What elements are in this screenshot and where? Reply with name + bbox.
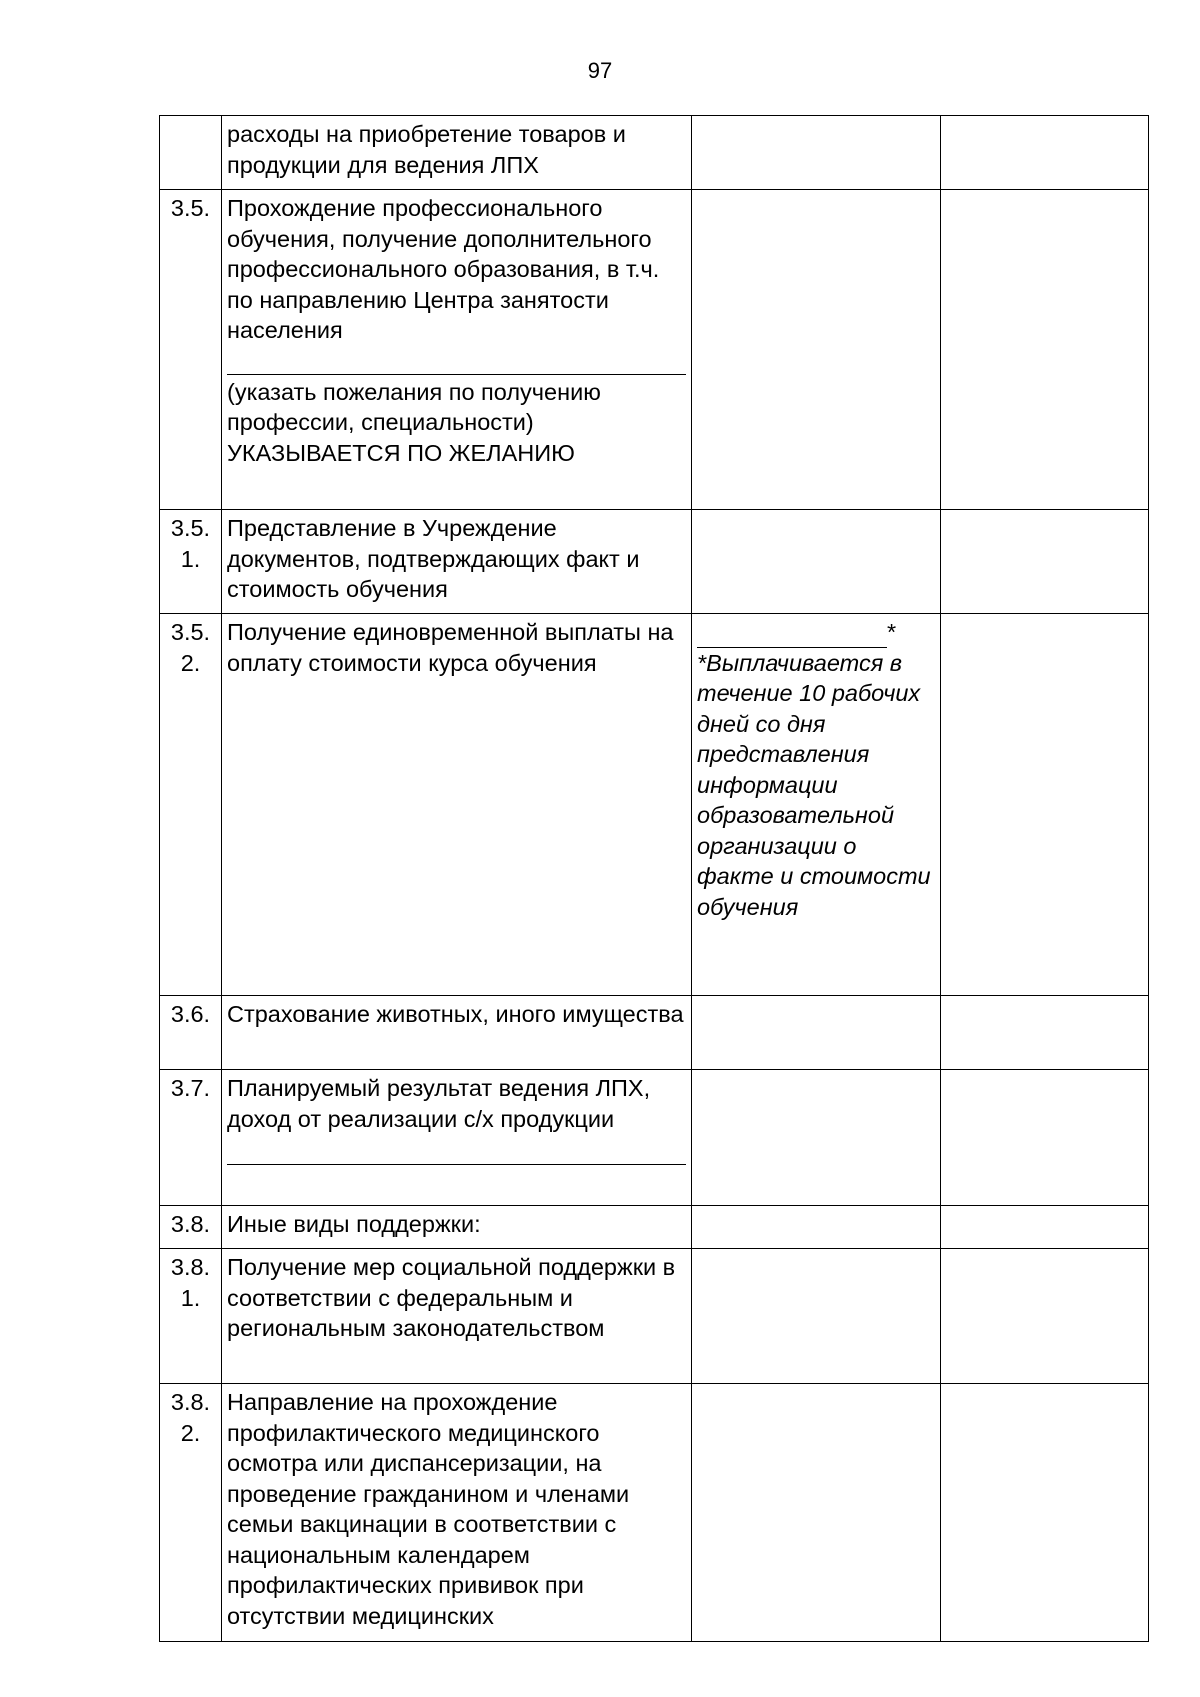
row-text: Прохождение профессионального обучения, получение дополнительного профессионального образования, в т.ч. по направлению Центра занятости населения [227, 195, 660, 343]
payment-note: *Выплачивается в течение 10 рабочих дней со дня представления информации образовательной организации о факте и стоимости обучения [697, 649, 931, 920]
footnote-asterisk: * [887, 619, 897, 645]
row-deadline-cell [692, 510, 941, 614]
table-row [160, 1384, 1149, 1642]
row-deadline-cell [692, 1384, 941, 1642]
row-number-cell [160, 996, 222, 1070]
table-row [160, 1070, 1149, 1206]
row-number: 3.8. 1. [170, 1254, 211, 1311]
row-text: расходы на приобретение товаров и продукции для ведения ЛПХ [227, 121, 626, 178]
row-deadline-cell [692, 614, 941, 996]
table-row [160, 996, 1149, 1070]
fill-in-line [227, 1164, 686, 1165]
row-text: Планируемый результат ведения ЛПХ, доход от реализации с/х продукции [227, 1075, 651, 1132]
row-number-cell [160, 1384, 222, 1642]
fill-in-line [227, 374, 686, 375]
plan-table [159, 115, 1149, 1642]
row-number-cell [160, 1206, 222, 1249]
row-text-cell [222, 1384, 692, 1642]
table-row [160, 1249, 1149, 1384]
row-text: Получение единовременной выплаты на оплату стоимости курса обучения [227, 619, 674, 676]
row-number: 3.6. [170, 1001, 211, 1027]
table-row [160, 510, 1149, 614]
row-extra-cell [941, 1249, 1149, 1384]
row-deadline-cell [692, 1249, 941, 1384]
row-text: Получение мер социальной поддержки в соответствии с федеральным и региональным законодательством [227, 1254, 676, 1341]
row-extra-cell [941, 510, 1149, 614]
row-extra-cell [941, 116, 1149, 190]
table-row [160, 190, 1149, 510]
page-number: 97 [587, 58, 613, 83]
row-deadline-cell [692, 1206, 941, 1249]
row-extra-cell [941, 190, 1149, 510]
row-number-cell [160, 116, 222, 190]
row-text: Представление в Учреждение документов, подтверждающих факт и стоимость обучения [227, 515, 640, 602]
row-number: 3.8. [170, 1211, 211, 1237]
row-extra-cell [941, 996, 1149, 1070]
row-number-cell [160, 190, 222, 510]
row-number: 3.5. 2. [170, 619, 211, 676]
row-text: Страхование животных, иного имущества [227, 1001, 684, 1027]
row-deadline-cell [692, 116, 941, 190]
row-text-cell [222, 1206, 692, 1249]
row-number-cell [160, 614, 222, 996]
row-number: 3.5. [170, 195, 211, 221]
row-text-cell [222, 190, 692, 510]
row-extra-cell [941, 1206, 1149, 1249]
row-extra-cell [941, 614, 1149, 996]
row-deadline-cell [692, 996, 941, 1070]
row-extra-cell [941, 1384, 1149, 1642]
row-text-cell [222, 510, 692, 614]
row-deadline-cell [692, 190, 941, 510]
row-number: 3.7. [170, 1075, 211, 1101]
row-number-cell [160, 1070, 222, 1206]
table-row [160, 116, 1149, 190]
row-extra-cell [941, 1070, 1149, 1206]
row-number: 3.8. 2. [170, 1389, 211, 1446]
row-text-cell [222, 1249, 692, 1384]
row-text: Иные виды поддержки: [227, 1211, 481, 1237]
row-number-cell [160, 510, 222, 614]
row-number: 3.5. 1. [170, 515, 211, 572]
row-text-cell [222, 1070, 692, 1206]
row-number-cell [160, 1249, 222, 1384]
row-text-cell [222, 116, 692, 190]
row-hint: (указать пожелания по получению профессии, специальности) УКАЗЫВАЕТСЯ ПО ЖЕЛАНИЮ [227, 378, 601, 466]
row-text-cell [222, 996, 692, 1070]
fill-in-line [697, 627, 887, 648]
row-deadline-cell [692, 1070, 941, 1206]
row-text: Направление на прохождение профилактического медицинского осмотра или диспансеризации, на проведение гражданином и членами семьи вакцинации в соответствии с национальным календарем профилактических прививок при отсутствии медицинских [227, 1389, 630, 1629]
row-text-cell [222, 614, 692, 996]
table-row [160, 614, 1149, 996]
table-row [160, 1206, 1149, 1249]
